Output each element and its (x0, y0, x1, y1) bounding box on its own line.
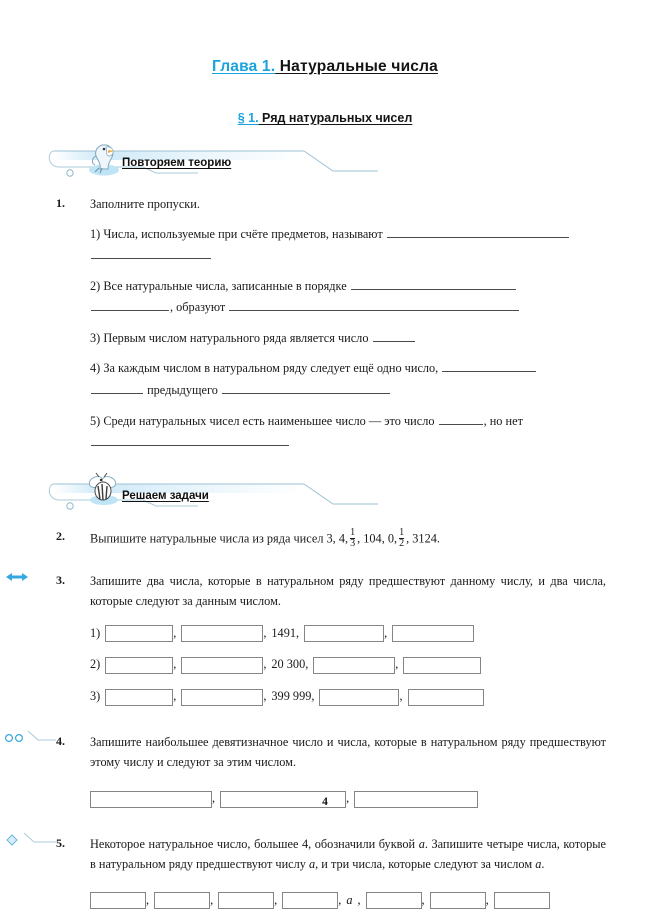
item-label: 3) (90, 330, 101, 345)
item-text: Числа, используемые при счёте предметов, называют (103, 226, 383, 241)
task-prompt: Запишите два числа, которые в натуральном ряду предшествуют данному числу, и два числа, которые следуют за данным числом. (90, 573, 606, 608)
task-number: 5. (56, 835, 65, 850)
answer-row: , , , , a , , , (90, 891, 606, 911)
task-1-item-1 (90, 224, 606, 267)
answer-box[interactable] (282, 892, 338, 909)
answer-box[interactable] (319, 689, 399, 706)
answer-blank[interactable] (91, 381, 143, 394)
task-number: 4. (56, 734, 65, 749)
task-1 (0, 195, 650, 454)
fraction-one-third: $\frac{1}{3}$ (350, 526, 356, 550)
task-number: 3. (56, 572, 65, 587)
item-text-mid: , но нет (483, 413, 523, 428)
seagull-icon (82, 137, 126, 181)
task-prompt: Заполните пропуски. (90, 197, 200, 211)
rubric-banner-theory (0, 143, 650, 185)
item-label: 2) (90, 278, 101, 293)
answer-blank[interactable] (91, 247, 211, 260)
given-number: 20 300, (271, 657, 309, 672)
answer-row: , , (90, 789, 606, 809)
answer-box[interactable] (154, 892, 210, 909)
answer-box[interactable] (181, 625, 263, 642)
answer-box[interactable] (90, 892, 146, 909)
chapter-name: Натуральные числа (275, 58, 438, 75)
task-prompt: Запишите наибольшее девятизначное число и числа, которые в натуральном ряду предшествуют этому числу и следуют за этим числом. (90, 735, 606, 770)
task-content (90, 572, 606, 708)
item-label: 4) (90, 361, 101, 376)
task-prompt-part-a: Выпишите натуральные числа из ряда чисел 3, 4, (90, 530, 349, 545)
answer-blank[interactable] (442, 360, 536, 373)
row-label: 2) (90, 657, 101, 672)
task-1-item-4 (90, 358, 606, 401)
task-content (90, 528, 606, 550)
answer-blank[interactable] (229, 299, 519, 312)
task-3 (0, 572, 650, 708)
prompt-part-d: . (541, 856, 545, 871)
answer-box[interactable] (313, 657, 395, 674)
item-text: Среди натуральных чисел есть наименьшее число — это число (103, 413, 435, 428)
answer-box[interactable] (181, 689, 263, 706)
item-text: Все натуральные числа, записанные в порядке (103, 278, 347, 293)
double-arrow-icon (0, 566, 56, 588)
chapter-label: Глава 1. (212, 58, 276, 75)
page-title (0, 0, 650, 76)
task-number: 2. (56, 528, 65, 543)
answer-row: 1) , , 1491, , (90, 624, 606, 644)
task-5 (0, 835, 650, 911)
answer-blank[interactable] (439, 412, 483, 425)
task-1-item-2 (90, 276, 606, 319)
task-1-item-3 (90, 328, 606, 350)
task-prompt-part-c: , 3124. (406, 530, 440, 545)
answer-blank[interactable] (387, 225, 569, 238)
prompt-part-c: , и три числа, которые следуют за числом (315, 856, 536, 871)
page-number: 4 (322, 796, 328, 808)
item-text: Первым числом натурального ряда является число (103, 330, 369, 345)
answer-blank[interactable] (222, 381, 390, 394)
given-number: 399 999, (271, 689, 315, 704)
variable-a: a (346, 892, 353, 907)
answer-row: 2) , , 20 300, , (90, 655, 606, 675)
prompt-part-b: . Запишите четыре числа, которые в натуральном ряду предшествуют числу (90, 836, 606, 871)
variable-a: a (418, 836, 425, 851)
variable-a: a (309, 856, 316, 871)
given-number: 1491, (271, 625, 300, 640)
task-content (90, 195, 606, 454)
answer-box[interactable] (218, 892, 274, 909)
answer-box[interactable] (105, 689, 173, 706)
item-text: За каждым числом в натуральном ряду следует ещё одно число, (103, 361, 439, 376)
answer-box[interactable] (408, 689, 484, 706)
answer-box[interactable] (304, 625, 384, 642)
answer-box[interactable] (105, 625, 173, 642)
answer-box[interactable] (430, 892, 486, 909)
row-label: 1) (90, 625, 101, 640)
task-content (90, 835, 606, 911)
answer-box[interactable] (181, 657, 263, 674)
variable-a: a (535, 856, 542, 871)
row-label: 3) (90, 689, 101, 704)
diamond-icon (0, 829, 56, 851)
fraction-one-half: $\frac{1}{2}$ (399, 526, 405, 550)
section-label: § 1. (237, 111, 259, 125)
task-prompt-part-b: , 104, 0, (357, 530, 398, 545)
answer-blank[interactable] (373, 329, 415, 342)
answer-box[interactable] (494, 892, 550, 909)
item-text-mid: предыдущего (147, 383, 218, 397)
answer-box[interactable] (105, 657, 173, 674)
task-2 (0, 528, 650, 550)
prompt-part-a: Некоторое натуральное число, большее 4, обозначили буквой (90, 836, 419, 851)
answer-blank[interactable] (351, 277, 516, 290)
task-1-item-5 (90, 411, 606, 454)
section-name: Ряд натуральных чисел (258, 111, 413, 125)
answer-blank[interactable] (91, 299, 169, 312)
item-text-mid: , образуют (170, 300, 226, 315)
answer-row: 3) , , 399 999, , (90, 687, 606, 707)
answer-box[interactable] (366, 892, 422, 909)
answer-box[interactable] (403, 657, 481, 674)
item-label: 1) (90, 226, 101, 241)
two-circles-icon (0, 727, 56, 749)
answer-blank[interactable] (91, 433, 289, 446)
rubric-label-problems: Решаем задачи (122, 489, 209, 502)
bee-icon (82, 470, 126, 514)
answer-box[interactable] (392, 625, 474, 642)
rubric-label-theory: Повторяем теорию (122, 157, 232, 169)
rubric-banner-problems (0, 476, 650, 518)
section-title (0, 76, 650, 125)
task-number: 1. (56, 196, 65, 210)
item-label: 5) (90, 413, 101, 428)
